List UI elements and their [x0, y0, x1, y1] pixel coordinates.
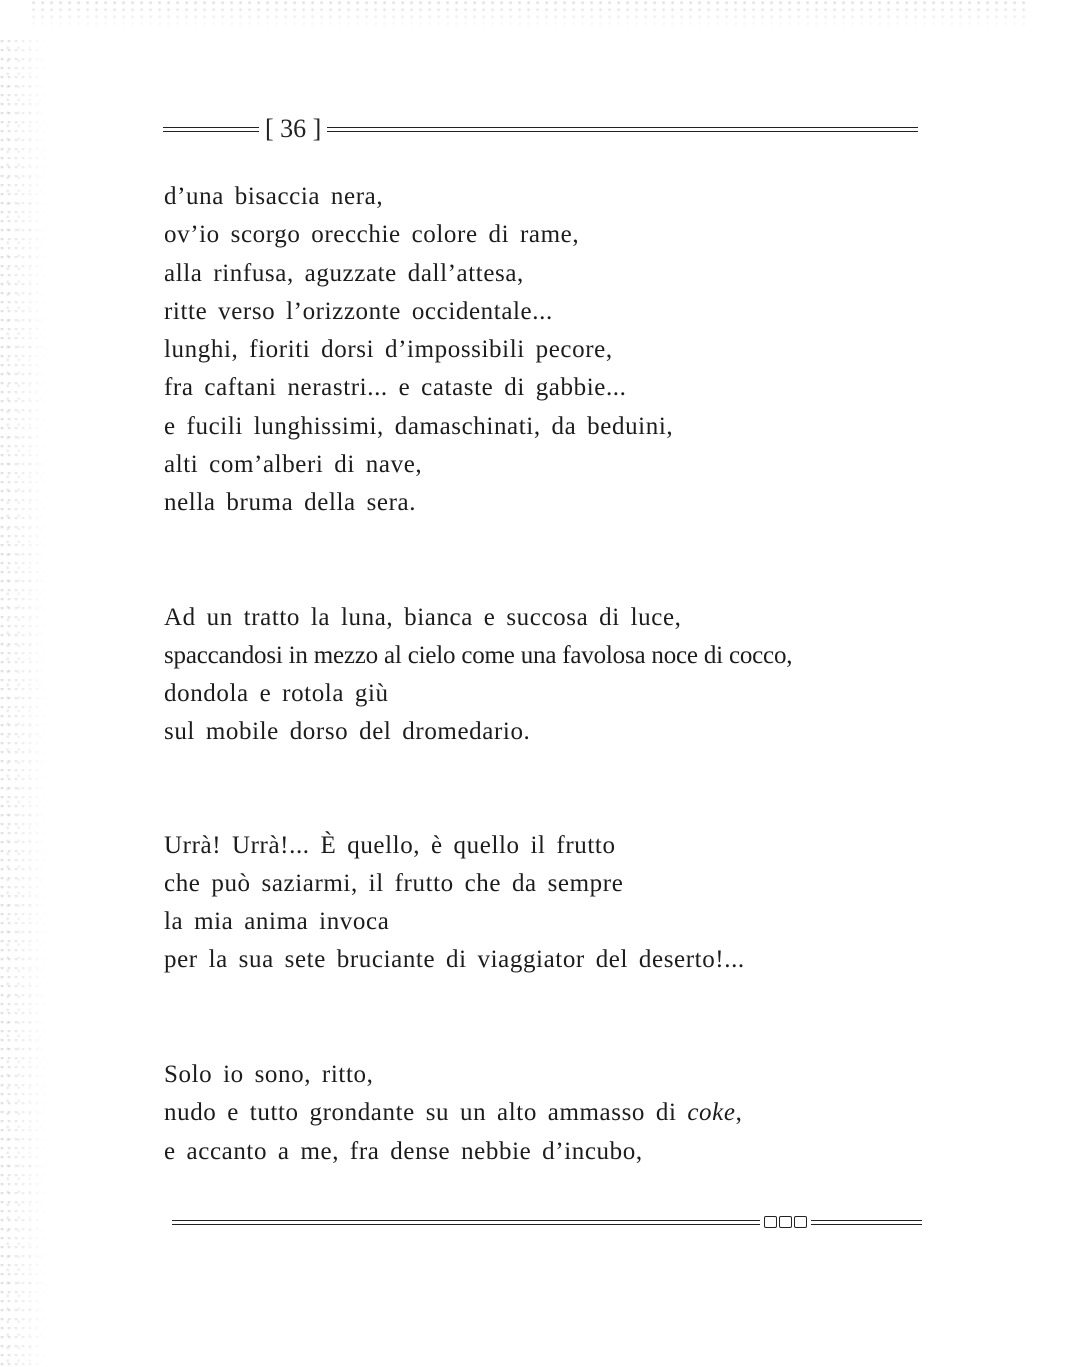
verse-line: spaccandosi in mezzo al cielo come una favolosa noce di cocco,: [164, 641, 793, 669]
verse-line: alti com’alberi di nave,: [164, 451, 423, 479]
stanza: [164, 827, 964, 979]
verse-line: Solo io sono, ritto,: [164, 1060, 374, 1088]
verse-line: che può saziarmi, il frutto che da sempre: [164, 869, 624, 897]
poem-text: [164, 178, 964, 1171]
verse-line: ritte verso l’orizzonte occidentale...: [164, 297, 553, 325]
verse-line-text: nudo e tutto grondante su un alto ammasso di: [164, 1099, 688, 1127]
verse-line: [164, 1094, 964, 1133]
stanza: [164, 178, 964, 523]
page-footer: [172, 1212, 922, 1232]
verse-line: sul mobile dorso del dromedario.: [164, 717, 531, 745]
ornament-square-icon: [794, 1216, 807, 1228]
footer-rule-right: [811, 1220, 922, 1225]
verse-line: alla rinfusa, aguzzate dall’attesa,: [164, 259, 524, 287]
scan-edge-noise: [0, 40, 48, 1367]
page-header: [163, 114, 918, 144]
verse-line: e accanto a me, fra dense nebbie d’incubo,: [164, 1137, 643, 1165]
verse-line: d’una bisaccia nera,: [164, 183, 384, 210]
verse-line: lunghi, fioriti dorsi d’impossibili pecore,: [164, 336, 613, 364]
verse-line: la mia anima invoca: [164, 907, 390, 935]
verse-line: e fucili lunghissimi, damaschinati, da beduini,: [164, 412, 674, 440]
verse-line-punct: ,: [735, 1099, 743, 1127]
ornament-square-icon: [779, 1216, 792, 1228]
verse-line: Urrà! Urrà!... È quello, è quello il frutto: [164, 831, 616, 859]
verse-line: dondola e rotola giù: [164, 679, 389, 707]
header-rule-right: [327, 127, 918, 132]
stanza: [164, 1056, 964, 1172]
stanza: [164, 599, 964, 751]
verse-line: fra caftani nerastri... e cataste di gabbie...: [164, 374, 627, 402]
footer-ornament: [760, 1216, 811, 1228]
verse-line: per la sua sete bruciante di viaggiator del deserto!...: [164, 945, 745, 973]
emphasis-word: coke: [687, 1099, 736, 1127]
header-rule-left: [163, 127, 259, 132]
verse-line: ov’io scorgo orecchie colore di rame,: [164, 221, 580, 249]
verse-line: Ad un tratto la luna, bianca e succosa di luce,: [164, 603, 682, 631]
ornament-square-icon: [764, 1216, 777, 1228]
footer-rule-left: [172, 1220, 760, 1225]
page-number: [ 36 ]: [265, 114, 322, 143]
scan-top-noise: [30, 0, 1030, 30]
verse-line: nella bruma della sera.: [164, 489, 417, 517]
